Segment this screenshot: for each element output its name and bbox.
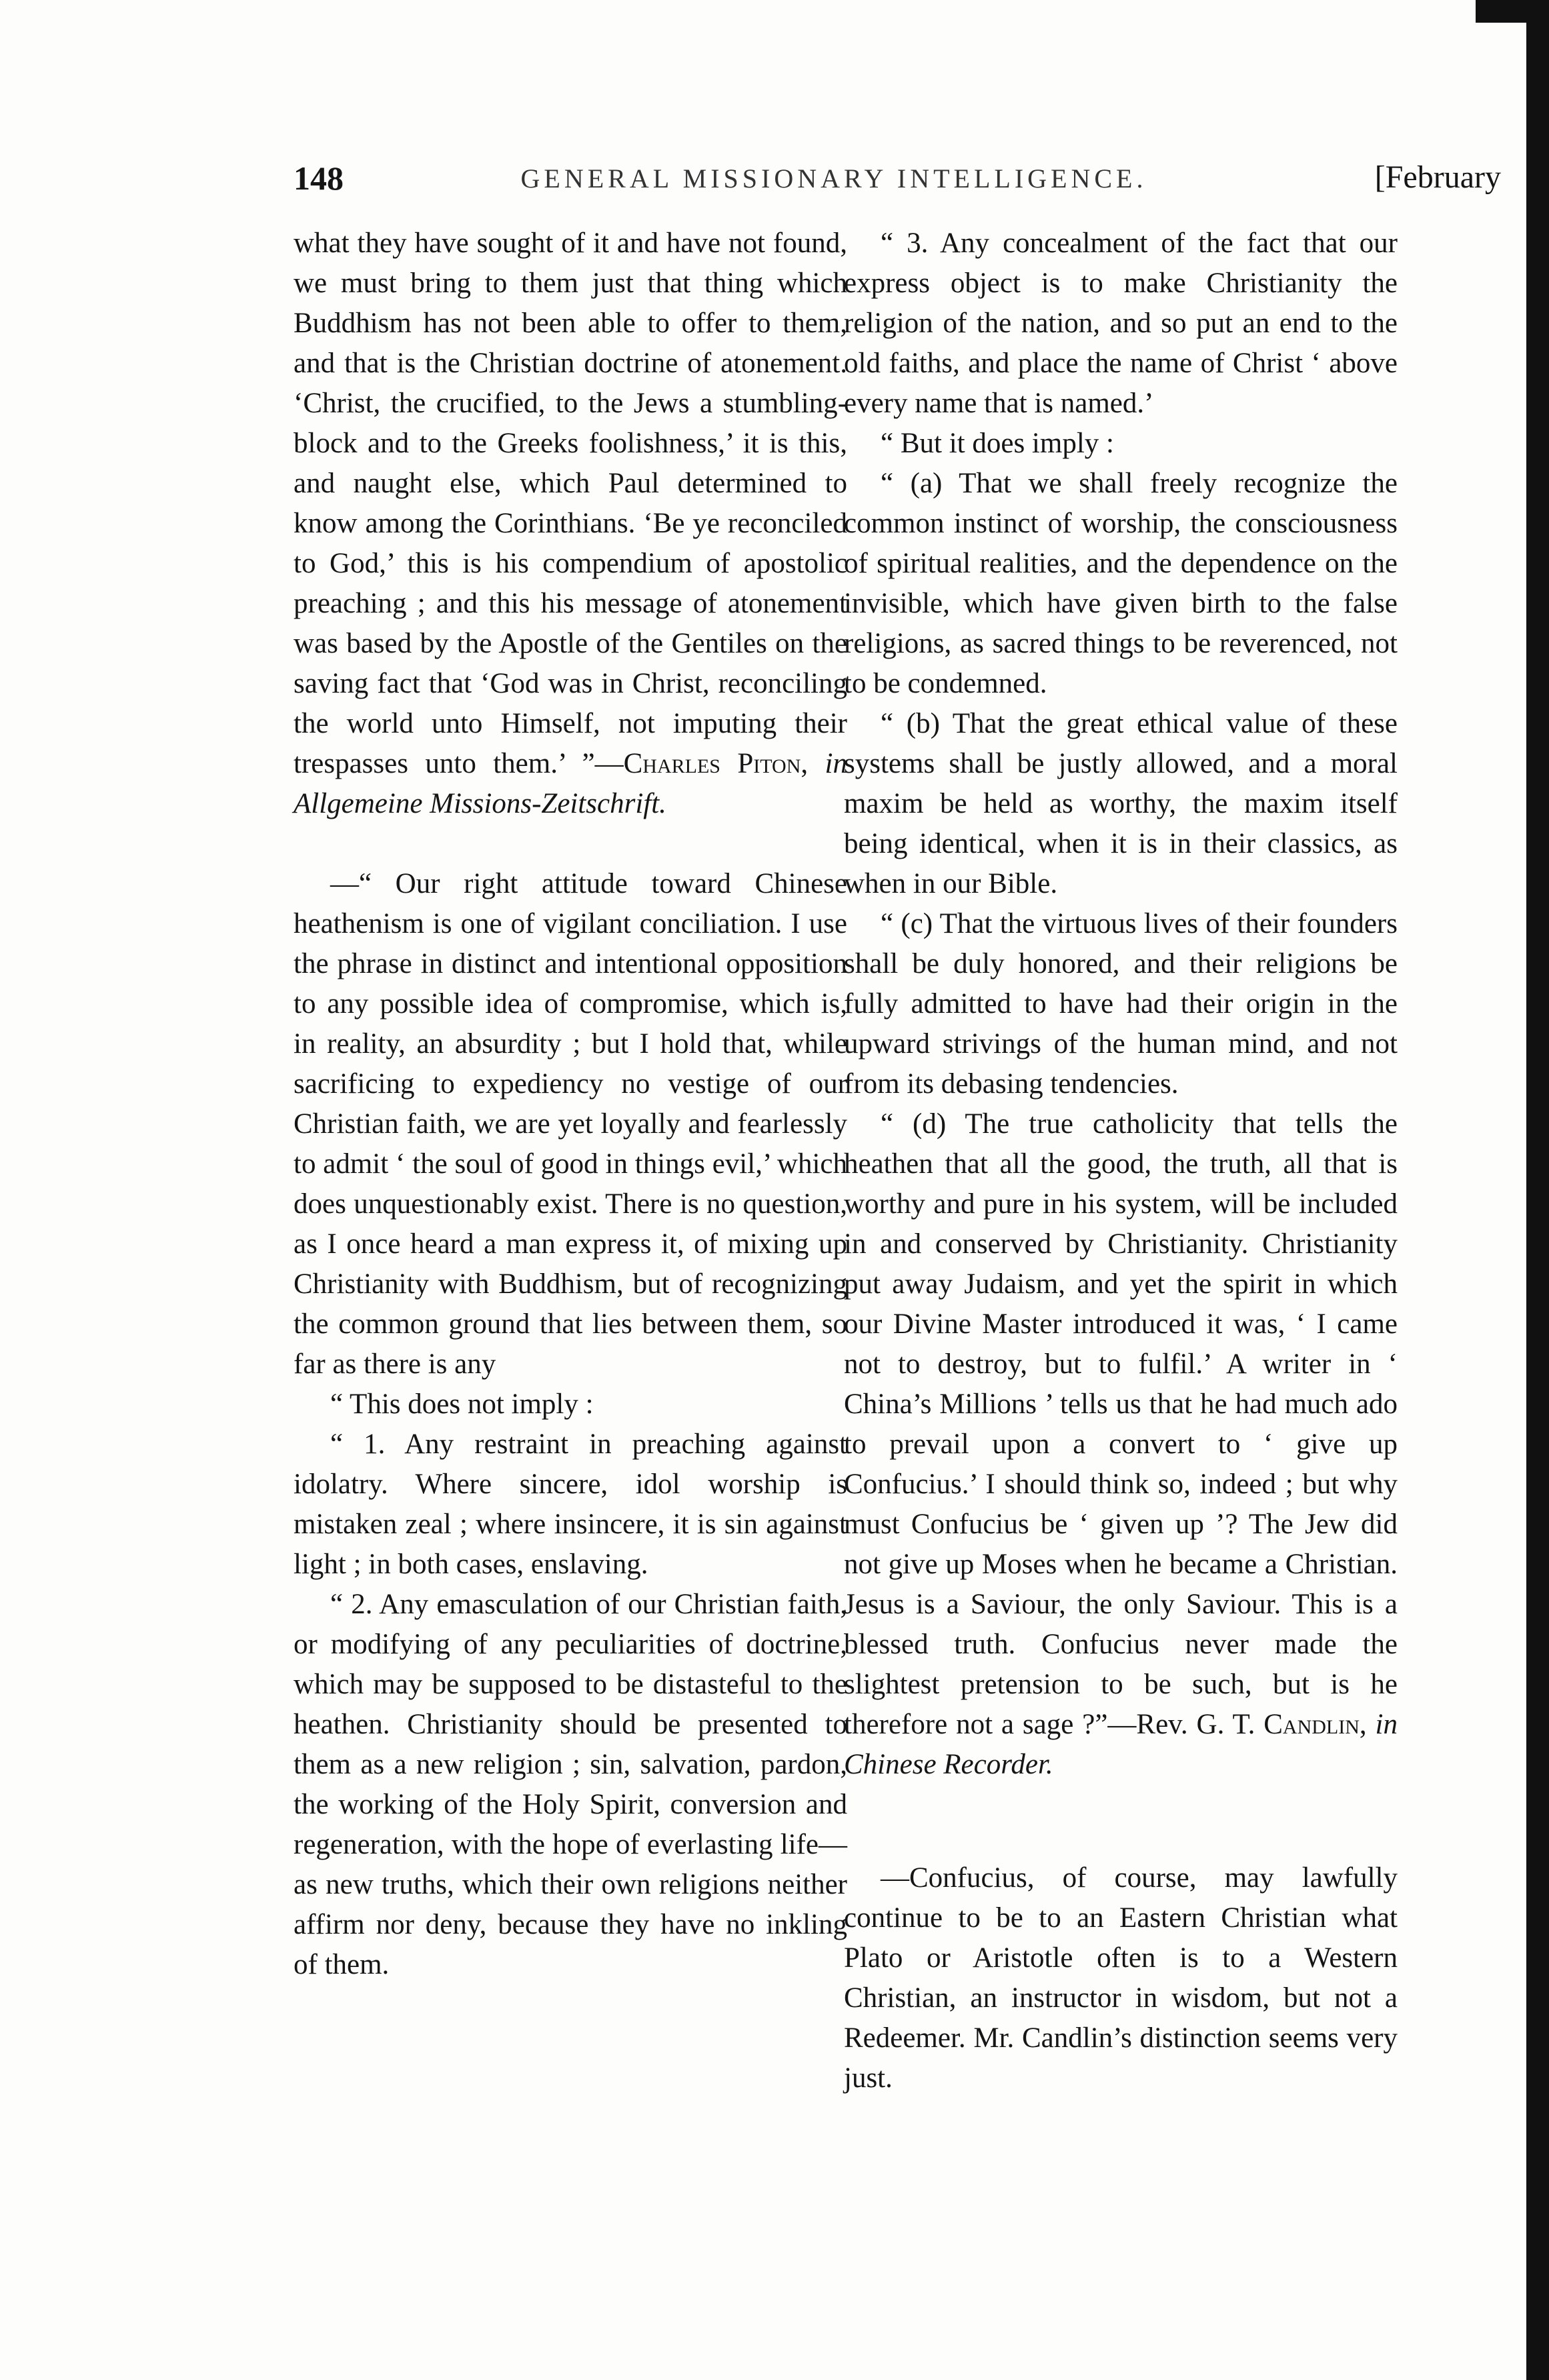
source-name: in Allgemeine Missions-Zeitschrift.	[294, 748, 847, 819]
source-name: in Chinese Recorder.	[844, 1709, 1398, 1780]
month-label: [February	[1374, 159, 1501, 195]
page-number: 148	[294, 159, 344, 197]
paragraph: “ But it does imply :	[881, 428, 1114, 459]
running-head: GENERAL MISSIONARY INTELLIGENCE.	[520, 163, 1147, 193]
paragraph: “ 3. Any concealment of the fact that our express object is to make Christianity the religion of the nation, and so put an end to the old faiths, and place the name of Christ ‘ above every name that is named.’	[844, 228, 1398, 419]
right-column	[844, 224, 1398, 2098]
page-corner-shadow	[1476, 0, 1549, 23]
paragraph: “ (a) That we shall freely recognize the common instinct of worship, the consciousness of spiritual realities, and the dependence on the invisible, which have given birth to the false religions, as sacred things to be reverenced, not to be condemned.	[844, 468, 1398, 699]
paragraph: “ This does not imply :	[330, 1389, 594, 1420]
left-column	[294, 224, 847, 1985]
paragraph-text: “ (d) The true catholicity that tells the heathen that all the good, the truth, all that is worthy and pure in his system, will be included in and conserved by Christianity. Christianity put away Judaism, and yet the spirit in which our Divine Master introduced it was, ‘ I came not to destroy, but to fulfil.’ A writer in ‘ China’s Millions ’ tells us that he had much ado to prevail upon a convert to ‘ give up Confucius.’ I should think so, indeed ; but why must Confucius be ‘ given up ’? The Jew did not give up Moses when he became a Christian. Jesus is a Saviour, the only Saviour. This is a blessed truth. Confucius never made the slightest pretension to be such, but is he therefore not a sage ?”—Rev. G. T.	[844, 1108, 1398, 1740]
paragraph	[844, 1104, 1398, 1785]
paragraph: “ (b) That the great ethical value of these systems shall be justly allowed, and a moral maxim be held as worthy, the maxim itself being identical, when it is in their classics, as when in our Bible.	[844, 708, 1398, 899]
author-name: Candlin,	[1263, 1709, 1367, 1740]
paragraph	[294, 224, 847, 824]
author-name: Charles Piton,	[623, 748, 809, 779]
paragraph: —Confucius, of course, may lawfully continue to be to an Eastern Christian what Plato or Aristotle often is to a Western Christian, an instructor in wisdom, but not a Redeemer. Mr. Candlin’s distinction seems very just.	[844, 1862, 1398, 2094]
page-edge-shadow	[1526, 0, 1549, 2380]
paragraph: “ 2. Any emasculation of our Christian faith, or modifying of any peculiarities of doctrine, which may be supposed to be distasteful to the heathen. Christianity should be presented to them as a new religion ; sin, salvation, pardon, the working of the Holy Spirit, conversion and regeneration, with the hope of everlasting life—as new truths, which their own religions neither affirm nor deny, because they have no inkling of them.	[294, 1589, 847, 1980]
paragraph: “ (c) That the virtuous lives of their founders shall be duly honored, and their religions be fully admitted to have had their origin in the upward strivings of the human mind, and not from its debasing tendencies.	[844, 908, 1398, 1100]
page-header	[294, 159, 1501, 206]
paragraph: “ 1. Any restraint in preaching against idolatry. Where sincere, idol worship is mistaken zeal ; where insincere, it is sin against light ; in both cases, enslaving.	[294, 1429, 847, 1580]
paragraph-text: what they have sought of it and have not found, we must bring to them just that thing which Buddhism has not been able to offer to them, and that is the Christian doctrine of atonement. ‘Christ, the crucified, to the Jews a stumbling-block and to the Greeks foolishness,’ it is this, and naught else, which Paul determined to know among the Corinthians. ‘Be ye reconciled to God,’ this is his compendium of apostolic preaching ; and this his message of atonement was based by the Apostle of the Gentiles on the saving fact that ‘God was in Christ, reconciling the world unto Himself, not imputing their trespasses unto them.’ ”—	[294, 228, 847, 779]
paragraph: —“ Our right attitude toward Chinese heathenism is one of vigilant conciliation. I use the phrase in distinct and intentional opposition to any possible idea of compromise, which is, in reality, an absurdity ; but I hold that, while sacrificing to expediency no vestige of our Christian faith, we are yet loyally and fearlessly to admit ‘ the soul of good in things evil,’ which does unquestionably exist. There is no question, as I once heard a man express it, of mixing up Christianity with Buddhism, but of recognizing the common ground that lies between them, so far as there is any	[294, 868, 847, 1380]
